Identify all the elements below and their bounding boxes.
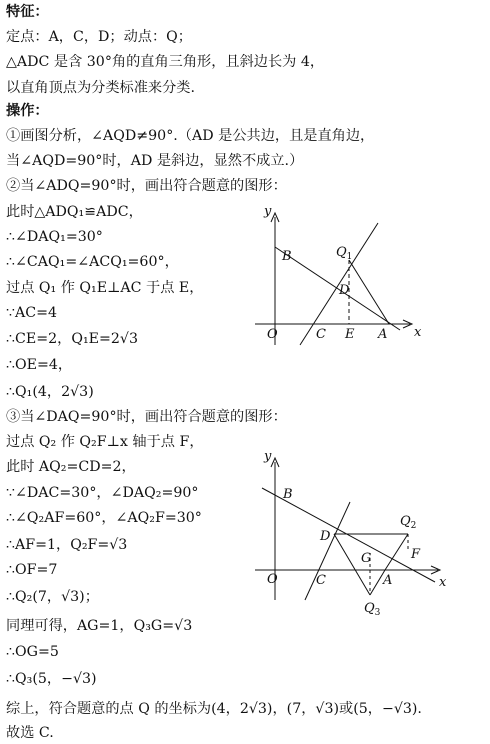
fig2-label-O: O <box>267 572 278 587</box>
heading-operation: 操作： <box>6 103 49 119</box>
step2-line-8: ∴OE=4， <box>6 357 73 373</box>
conclusion-line-1: 综上，符合题意的点 Q 的坐标为(4，2√3)，(7，√3)或(5，−√3). <box>6 701 422 717</box>
fig2-label-x: x <box>439 575 447 590</box>
features-line-2: △ADC 是含 30°角的直角三角形，且斜边长为 4， <box>6 54 325 70</box>
step3-line-9: 同理可得，AG=1，Q₃G=√3 <box>6 618 193 634</box>
heading-features: 特征： <box>6 4 49 20</box>
fig1-label-O: O <box>267 327 278 342</box>
fig2-label-Q3-main: Q <box>364 601 375 616</box>
step2-line-6: ∵AC=4 <box>6 305 58 321</box>
fig2-label-F: F <box>411 547 421 562</box>
step3-line-1: ③当∠DAQ=90°时，画出符合题意的图形： <box>6 409 287 425</box>
features-line-1: 定点：A，C，D；动点：Q； <box>6 29 192 45</box>
fig1-label-Q1-sub: 1 <box>346 252 353 262</box>
fig2-line-BA <box>262 488 435 582</box>
step2-line-5: 过点 Q₁ 作 Q₁E⊥AC 于点 E， <box>6 280 204 296</box>
features-line-3: 以直角顶点为分类标准来分类. <box>6 80 195 96</box>
fig1-label-B: B <box>282 249 292 264</box>
fig2-segment-Q2A <box>385 534 408 570</box>
fig2-label-C: C <box>316 573 326 588</box>
fig1-label-y: y <box>264 205 272 219</box>
fig1-label-D: D <box>339 283 350 298</box>
step2-line-7: ∴CE=2，Q₁E=2√3 <box>6 331 138 347</box>
fig1-label-Q1-main: Q <box>336 245 347 260</box>
fig2-label-B: B <box>283 487 293 502</box>
fig2-label-Q2 <box>400 514 416 531</box>
figure-1 <box>250 205 430 350</box>
step2-line-3: ∴∠DAQ₁=30° <box>6 229 103 245</box>
step3-line-4: ∵∠DAC=30°，∠DAQ₂=90° <box>6 485 199 501</box>
fig1-label-E: E <box>345 327 355 342</box>
fig2-line-CD <box>305 502 350 600</box>
step2-line-9: ∴Q₁(4，2√3) <box>6 384 94 400</box>
fig1-label-Q1 <box>336 245 352 262</box>
fig2-label-A: A <box>383 573 393 588</box>
fig2-label-Q3-sub: 3 <box>374 608 381 618</box>
fig1-label-x: x <box>414 325 422 340</box>
fig2-label-D: D <box>320 529 331 544</box>
fig1-label-C: C <box>316 327 326 342</box>
fig2-label-G: G <box>361 551 372 566</box>
conclusion-line-2: 故选 C. <box>6 725 54 741</box>
step3-line-2: 过点 Q₂ 作 Q₂F⊥x 轴于点 F， <box>6 434 204 450</box>
fig1-segment-Q1A <box>349 260 389 324</box>
step2-line-2: 此时△ADQ₁≌ADC， <box>6 204 143 220</box>
fig2-label-y: y <box>264 450 272 464</box>
fig2-label-Q3 <box>364 601 381 618</box>
step3-line-7: ∴OF=7 <box>6 562 58 578</box>
step3-line-3: 此时 AQ₂=CD=2， <box>6 459 136 475</box>
step1-line-1: ①画图分析，∠AQD≠90°.（AD 是公共边，且是直角边， <box>6 128 375 144</box>
step3-line-5: ∴∠Q₂AF=60°，∠AQ₂F=30° <box>6 510 202 526</box>
fig2-label-Q2-sub: 2 <box>410 521 417 531</box>
step3-line-11: ∴Q₃(5，−√3) <box>6 671 97 687</box>
figure-2 <box>250 450 450 620</box>
step2-line-4: ∴∠CAQ₁=∠ACQ₁=60°， <box>6 254 179 270</box>
fig1-label-A: A <box>378 327 388 342</box>
fig2-label-Q2-main: Q <box>400 514 411 529</box>
step3-line-10: ∴OG=5 <box>6 644 59 660</box>
step3-line-6: ∴AF=1，Q₂F=√3 <box>6 537 128 553</box>
step1-line-2: 当∠AQD=90°时，AD 是斜边，显然不成立.） <box>6 153 304 169</box>
step2-line-1: ②当∠ADQ=90°时，画出符合题意的图形： <box>6 178 287 194</box>
step3-line-8: ∴Q₂(7，√3)； <box>6 589 99 605</box>
